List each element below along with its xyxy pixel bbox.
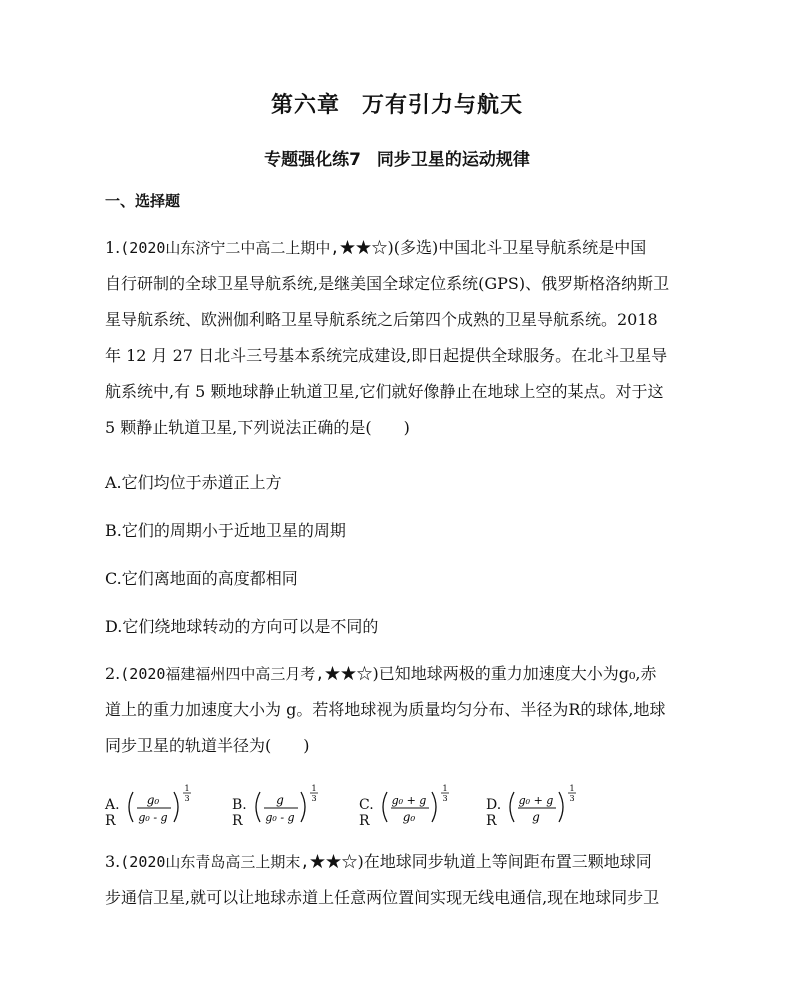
option-d: D.它们绕地球转动的方向可以是不同的 xyxy=(105,617,379,636)
exponent-numerator: 1 xyxy=(442,784,448,793)
question-3 xyxy=(105,844,695,916)
question-text: 在地球同步轨道上等间距布置三颗地球同 xyxy=(363,852,652,871)
denominator: g₀ xyxy=(402,810,416,824)
denominator: g xyxy=(532,810,540,824)
option-c: C.它们离地面的高度都相同 xyxy=(105,569,298,588)
question-text: 道上的重力加速度大小为 g。若将地球视为质量均匀分布、半径为R的球体,地球 xyxy=(105,700,666,719)
formula-options xyxy=(105,782,705,832)
fraction-d xyxy=(486,782,596,832)
chapter-title xyxy=(0,88,794,119)
fraction-c xyxy=(359,782,469,832)
question-3-line-1 xyxy=(105,844,695,880)
question-text: 年 12 月 27 日北斗三号基本系统完成建设,即日起提供全球服务。在北斗卫星导 xyxy=(105,346,668,365)
question-text: 航系统中,有 5 颗地球静止轨道卫星,它们就好像静止在地球上空的某点。对于这 xyxy=(105,382,664,401)
option-label: A. R xyxy=(105,797,120,829)
question-2-line-1 xyxy=(105,656,695,692)
question-1-line-1 xyxy=(105,230,695,266)
question-source: (2020福建福州四中高三月考, xyxy=(120,665,325,683)
difficulty-stars: ★★☆) xyxy=(309,852,364,871)
option-b: B.它们的周期小于近地卫星的周期 xyxy=(105,521,346,540)
question-number: 1. xyxy=(105,238,121,257)
numerator: g₀ + g xyxy=(391,794,427,807)
question-text: 已知地球两极的重力加速度大小为g₀,赤 xyxy=(378,664,657,683)
question-text: 星导航系统、欧洲伽利略卫星导航系统之后第四个成熟的卫星导航系统。2018 xyxy=(105,310,658,329)
option-label: C. R xyxy=(359,797,374,829)
option-a: A.它们均位于赤道正上方 xyxy=(105,473,282,492)
numerator: g xyxy=(276,793,284,807)
difficulty-stars: ★★☆) xyxy=(339,238,394,257)
question-text: 自行研制的全球卫星导航系统,是继美国全球定位系统(GPS)、俄罗斯格洛纳斯卫 xyxy=(105,274,670,293)
question-source: (2020山东济宁二中高二上期中, xyxy=(120,239,340,257)
section-number: 专题强化练7 xyxy=(264,150,361,170)
question-text: 5 颗静止轨道卫星,下列说法正确的是( ) xyxy=(105,418,410,437)
question-number: 3. xyxy=(105,852,121,871)
section-title xyxy=(0,145,794,170)
question-number: 2. xyxy=(105,664,121,683)
numerator: g₀ + g xyxy=(518,794,554,807)
chapter-number: 第六章 xyxy=(270,93,340,118)
exponent-numerator: 1 xyxy=(311,784,317,793)
option-label: D. R xyxy=(486,797,502,829)
question-2 xyxy=(105,656,695,764)
chapter-name: 万有引力与航天 xyxy=(362,93,524,118)
exponent-denominator: 3 xyxy=(184,794,190,803)
exponent-denominator: 3 xyxy=(311,794,317,803)
denominator: g₀ - g xyxy=(265,811,295,824)
question-1 xyxy=(105,230,695,446)
denominator: g₀ - g xyxy=(138,811,168,824)
section-name: 同步卫星的运动规律 xyxy=(376,150,530,170)
exponent-denominator: 3 xyxy=(442,794,448,803)
question-source: (2020山东青岛高三上期末, xyxy=(120,853,310,871)
option-label: B. R xyxy=(232,797,247,829)
difficulty-stars: ★★☆) xyxy=(324,664,379,683)
fraction-b xyxy=(232,782,342,832)
question-text: 步通信卫星,就可以让地球赤道上任意两位置间实现无线电通信,现在地球同步卫 xyxy=(105,888,660,907)
exponent-numerator: 1 xyxy=(184,784,190,793)
question-text: (多选)中国北斗卫星导航系统是中国 xyxy=(393,238,647,257)
part-heading: 一、选择题 xyxy=(105,192,181,210)
fraction-a xyxy=(105,782,215,832)
numerator: g₀ xyxy=(146,793,160,807)
exponent-numerator: 1 xyxy=(569,784,575,793)
exponent-denominator: 3 xyxy=(569,794,575,803)
question-text: 同步卫星的轨道半径为( ) xyxy=(105,736,310,755)
